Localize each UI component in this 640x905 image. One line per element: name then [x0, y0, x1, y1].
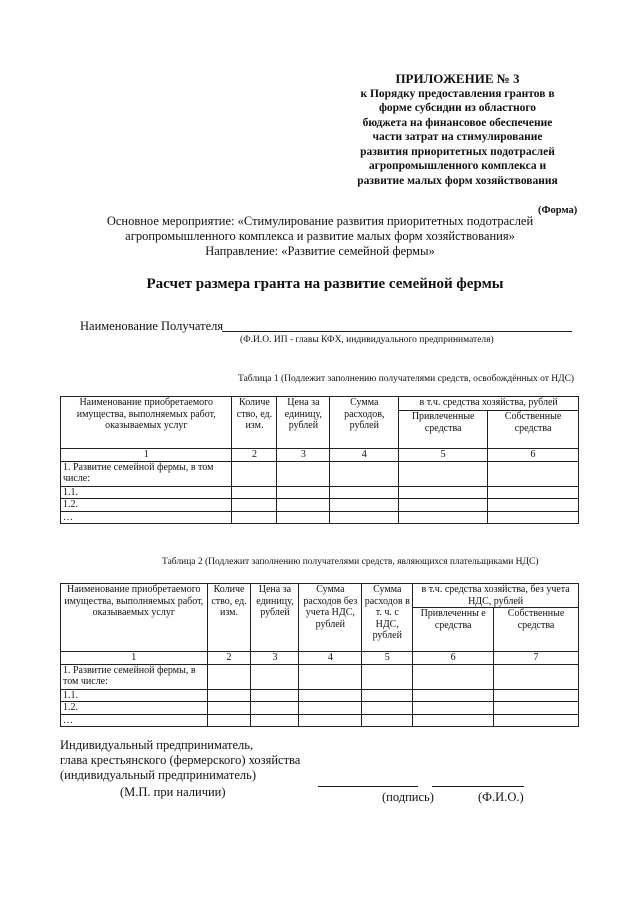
event-line: агропромышленного комплекса и развитие малых форм хозяйствования» — [125, 229, 515, 243]
table2-cell[interactable] — [299, 714, 362, 727]
table2-row-label: … — [61, 714, 208, 727]
table-row — [61, 689, 579, 702]
table2-num: 1 — [61, 652, 208, 665]
table-row — [61, 714, 579, 727]
appendix-line: бюджета на финансовое обеспечение — [362, 116, 553, 129]
table2-cell[interactable] — [494, 714, 579, 727]
table1-cell[interactable] — [330, 511, 399, 524]
signature-line: Индивидуальный предприниматель, — [60, 738, 254, 752]
table1-cell[interactable] — [277, 511, 330, 524]
table1-num: 3 — [277, 449, 330, 462]
table1-header-price: Цена за единицу, рублей — [277, 397, 330, 449]
table2-cell[interactable] — [362, 664, 413, 689]
table1-header-group: в т.ч. средства хозяйства, рублей — [399, 397, 579, 411]
table1-header-own: Собственные средства — [488, 411, 579, 449]
table2-num: 6 — [413, 652, 494, 665]
table1-header-attracted: Привлеченные средства — [399, 411, 488, 449]
table2-header-qty: Количе ство, ед. изм. — [207, 584, 251, 652]
table-row — [61, 664, 579, 689]
table2-header-group: в т.ч. средства хозяйства, без учета НДС, рублей — [413, 584, 579, 608]
table2-cell[interactable] — [413, 702, 494, 715]
table2-num: 4 — [299, 652, 362, 665]
table2-cell[interactable] — [251, 689, 299, 702]
signature-line: (индивидуальный предприниматель) — [60, 768, 256, 782]
table2-cell[interactable] — [413, 689, 494, 702]
table2-row-label: 1.1. — [61, 689, 208, 702]
appendix-line: агропромышленного комплекса и — [368, 160, 547, 172]
signature-field[interactable] — [318, 786, 418, 787]
table2-header-attracted: Привлеченны е средства — [413, 608, 494, 652]
table2-header-sum: Сумма расходов без учета НДС, рублей — [299, 584, 362, 652]
signature-caption: (подпись) — [382, 790, 434, 804]
table1-row-label: 1.1. — [61, 486, 232, 499]
table1-cell[interactable] — [399, 486, 488, 499]
table1-num: 4 — [330, 449, 399, 462]
table1-num: 5 — [399, 449, 488, 462]
signature-block — [60, 738, 300, 783]
table2-num: 2 — [207, 652, 251, 665]
table-row — [61, 511, 579, 524]
table1 — [60, 396, 579, 524]
recipient-input-line[interactable] — [222, 331, 572, 332]
table1-cell[interactable] — [488, 486, 579, 499]
table2-cell[interactable] — [362, 702, 413, 715]
table2-cell[interactable] — [494, 702, 579, 715]
table-row — [61, 702, 579, 715]
table2-cell[interactable] — [413, 714, 494, 727]
table2-cell[interactable] — [299, 664, 362, 689]
table2-header-price: Цена за единицу, рублей — [251, 584, 299, 652]
table1-cell[interactable] — [488, 511, 579, 524]
table2-cell[interactable] — [251, 664, 299, 689]
form-label: (Форма) — [538, 205, 578, 216]
table2-cell[interactable] — [251, 714, 299, 727]
table2-cell[interactable] — [207, 689, 251, 702]
table1-cell[interactable] — [232, 511, 277, 524]
table1-cell[interactable] — [277, 486, 330, 499]
table2-header-own: Собственные средства — [494, 608, 579, 652]
main-event — [80, 214, 560, 259]
table2 — [60, 583, 579, 727]
table1-num: 6 — [488, 449, 579, 462]
table-row — [61, 499, 579, 512]
table2-cell[interactable] — [207, 714, 251, 727]
table1-cell[interactable] — [399, 511, 488, 524]
table1-cell[interactable] — [232, 486, 277, 499]
table2-cell[interactable] — [494, 689, 579, 702]
table2-cell[interactable] — [299, 689, 362, 702]
table2-cell[interactable] — [362, 689, 413, 702]
table2-num: 5 — [362, 652, 413, 665]
table1-header-qty: Количе ство, ед. изм. — [232, 397, 277, 449]
appendix-line: к Порядку предоставления грантов в — [360, 87, 555, 100]
table2-cell[interactable] — [251, 702, 299, 715]
event-line: Направление: «Развитие семейной фермы» — [205, 244, 435, 258]
table1-cell[interactable] — [277, 461, 330, 486]
table1-row-label: 1.2. — [61, 499, 232, 512]
recipient-note: (Ф.И.О. ИП - главы КФХ, индивидуального предпринимателя) — [240, 335, 494, 345]
table1-header-sum: Сумма расходов, рублей — [330, 397, 399, 449]
table1-row-label: … — [61, 511, 232, 524]
table1-cell[interactable] — [232, 499, 277, 512]
appendix-block — [330, 72, 585, 188]
fio-field[interactable] — [432, 786, 524, 787]
table1-cell[interactable] — [330, 461, 399, 486]
table1-cell[interactable] — [330, 486, 399, 499]
table1-caption: Таблица 1 (Подлежит заполнению получателями средств, освобождённых от НДС) — [238, 374, 575, 384]
table-row — [61, 486, 579, 499]
fio-caption: (Ф.И.О.) — [478, 790, 524, 804]
table2-cell[interactable] — [207, 702, 251, 715]
table-row — [61, 461, 579, 486]
table1-num: 2 — [232, 449, 277, 462]
table2-header-vat: Сумма расходов в т. ч. с НДС, рублей — [362, 584, 413, 652]
table1-row-label: 1. Развитие семейной фермы, в том числе: — [61, 461, 232, 486]
table2-caption: Таблица 2 (Подлежит заполнению получателями средств, являющихся плательщиками НДС) — [162, 557, 539, 567]
event-line: Основное мероприятие: «Стимулирование развития приоритетных подотраслей — [106, 214, 534, 228]
table1-header-name: Наименование приобретаемого имущества, выполняемых работ, оказываемых услуг — [61, 397, 232, 449]
table1-cell[interactable] — [330, 499, 399, 512]
table1-cell[interactable] — [277, 499, 330, 512]
table2-cell[interactable] — [207, 664, 251, 689]
table1-cell[interactable] — [488, 499, 579, 512]
appendix-line: развития приоритетных подотраслей — [360, 145, 555, 158]
document-title: Расчет размера гранта на развитие семейной фермы — [146, 276, 504, 292]
table2-cell[interactable] — [362, 714, 413, 727]
appendix-line: развитие малых форм хозяйствования — [357, 174, 558, 187]
table2-row-label: 1. Развитие семейной фермы, в том числе: — [61, 664, 208, 689]
recipient-label: Наименование Получателя — [80, 319, 224, 333]
table1-cell[interactable] — [399, 499, 488, 512]
appendix-line: части затрат на стимулирование — [372, 131, 543, 143]
table2-header-name: Наименование приобретаемого имущества, выполняемых работ, оказываемых услуг — [61, 584, 208, 652]
table2-cell[interactable] — [299, 702, 362, 715]
table1-cell[interactable] — [232, 461, 277, 486]
table1-cell[interactable] — [399, 461, 488, 486]
appendix-title: ПРИЛОЖЕНИЕ № 3 — [395, 71, 520, 86]
appendix-line: форме субсидии из областного — [378, 102, 537, 114]
table2-cell[interactable] — [494, 664, 579, 689]
table1-num: 1 — [61, 449, 232, 462]
table1-cell[interactable] — [488, 461, 579, 486]
stamp-note: (М.П. при наличии) — [120, 785, 226, 799]
table2-num: 7 — [494, 652, 579, 665]
table2-num: 3 — [251, 652, 299, 665]
table2-cell[interactable] — [413, 664, 494, 689]
table2-row-label: 1.2. — [61, 702, 208, 715]
signature-line: глава крестьянского (фермерского) хозяйства — [60, 753, 301, 767]
